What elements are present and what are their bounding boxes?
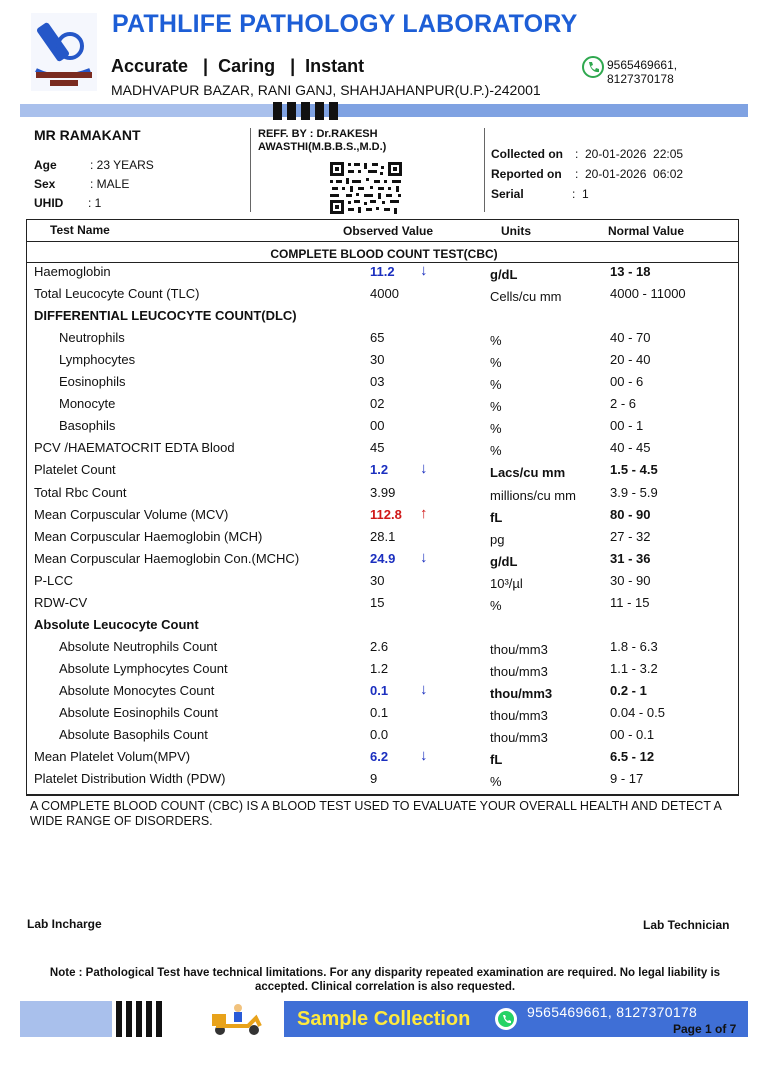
phone-1: 9565469661,	[607, 58, 678, 72]
collected-label: Collected on	[491, 147, 564, 161]
normal-range: 3.9 - 5.9	[610, 484, 658, 500]
unit: %	[490, 443, 502, 459]
table-bottom-line	[26, 794, 739, 795]
flag-arrow-icon: ↓	[420, 548, 428, 566]
observed-value: 3.99	[370, 484, 396, 500]
normal-range: 1.1 - 3.2	[610, 660, 658, 676]
observed-value: 00	[370, 418, 385, 434]
lab-incharge-signature: Lab Incharge	[27, 917, 102, 931]
header-phones	[607, 58, 677, 86]
normal-range: 31 - 36	[610, 550, 651, 566]
test-name: Absolute Leucocyte Count	[34, 616, 199, 632]
table-row	[34, 573, 734, 595]
header-units: Units	[501, 224, 531, 238]
table-row	[34, 504, 734, 529]
table-row	[34, 308, 734, 330]
unit: pg	[490, 531, 505, 547]
normal-range: 6.5 - 12	[610, 749, 655, 765]
test-name: Mean Corpuscular Haemoglobin Con.(MCHC)	[34, 550, 300, 566]
observed-value: 0.0	[370, 727, 389, 743]
test-name: Monocyte	[59, 396, 116, 412]
test-name: Platelet Count	[34, 462, 116, 478]
unit: g/dL	[490, 553, 518, 569]
table-row	[34, 548, 734, 573]
test-name: Absolute Basophils Count	[59, 727, 208, 743]
test-name: Absolute Neutrophils Count	[59, 638, 218, 654]
info-divider-1	[250, 128, 251, 212]
table-row	[34, 529, 734, 551]
flag-arrow-icon: ↑	[420, 504, 428, 522]
phone-icon	[582, 56, 604, 78]
observed-value: 0.1	[370, 705, 389, 720]
normal-range: 00 - 0.1	[610, 727, 655, 743]
normal-range: 4000 - 11000	[610, 286, 686, 302]
table-row	[34, 639, 734, 661]
observed-value: 15	[370, 594, 385, 610]
header-barcode-strip	[273, 102, 338, 120]
test-name: Absolute Monocytes Count	[59, 682, 215, 698]
unit: thou/mm3	[490, 708, 548, 723]
unit: Lacs/cu mm	[490, 465, 566, 481]
header-normal-value: Normal Value	[608, 224, 685, 238]
normal-range: 80 - 90	[610, 506, 651, 522]
test-name: RDW-CV	[34, 594, 88, 610]
lab-technician-signature: Lab Technician	[643, 918, 730, 932]
test-name: Total Rbc Count	[34, 484, 127, 500]
normal-range: 00 - 6	[610, 374, 644, 390]
flag-arrow-icon: ↓	[420, 747, 428, 765]
table-row	[34, 330, 734, 352]
observed-value: 1.2	[370, 660, 389, 676]
test-name: Absolute Lymphocytes Count	[59, 660, 228, 676]
test-description: A COMPLETE BLOOD COUNT (CBC) IS A BLOOD TEST USED TO EVALUATE YOUR OVERALL HEALTH AND DETECT A WIDE RANGE OF DISORDERS.	[30, 799, 722, 828]
unit: g/dL	[490, 267, 518, 282]
reported-value: : 20-01-2026 06:02	[575, 167, 684, 181]
test-name: Neutrophils	[59, 330, 125, 346]
observed-value: 30	[370, 572, 385, 588]
table-row	[34, 485, 734, 507]
age-label: Age	[34, 158, 57, 172]
test-name: Mean Platelet Volum(MPV)	[34, 749, 191, 765]
unit: %	[490, 333, 502, 349]
lab-address: MADHVAPUR BAZAR, RANI GANJ, SHAHJAHANPUR(U.P.)-242001	[111, 82, 541, 98]
unit: fL	[490, 509, 503, 525]
observed-value: 28.1	[370, 528, 396, 544]
unit: 10³/µl	[490, 575, 523, 591]
qr-code	[328, 160, 404, 216]
table-row	[34, 462, 734, 484]
table-row	[34, 680, 734, 705]
test-name: Haemoglobin	[34, 264, 111, 279]
normal-range: 00 - 1	[610, 418, 644, 434]
age-value: : 23 YEARS	[90, 158, 154, 172]
unit: Cells/cu mm	[490, 289, 562, 305]
unit: thou/mm3	[490, 730, 548, 746]
tagline: Accurate | Caring | Instant	[111, 56, 365, 76]
referral-line-2: AWASTHI(M.B.B.S.,M.D.)	[258, 141, 387, 153]
unit: %	[490, 774, 502, 790]
table-row	[34, 352, 734, 374]
test-name: Lymphocytes	[59, 352, 136, 368]
page-number: Page 1 of 7	[673, 1022, 737, 1036]
observed-value: 02	[370, 396, 385, 412]
patient-name: MR RAMAKANT	[34, 127, 141, 143]
observed-value: 0.1	[370, 682, 389, 698]
observed-value: 30	[370, 352, 385, 368]
serial-label: Serial	[491, 187, 524, 201]
observed-value: 4000	[370, 286, 399, 302]
test-name: Basophils	[59, 418, 116, 434]
unit: thou/mm3	[490, 685, 553, 701]
table-row	[34, 396, 734, 418]
unit: %	[490, 399, 502, 415]
lab-name: PATHLIFE PATHOLOGY LABORATORY	[112, 10, 578, 38]
observed-value: 11.2	[370, 264, 395, 279]
table-row	[34, 418, 734, 440]
observed-value: 1.2	[370, 462, 389, 478]
referral-line-1: REFF. BY : Dr.RAKESH	[258, 128, 378, 140]
unit: %	[490, 421, 502, 437]
observed-value: 2.6	[370, 638, 389, 654]
test-name: P-LCC	[34, 572, 74, 588]
table-row	[34, 440, 734, 462]
normal-range: 30 - 90	[610, 572, 651, 588]
sex-label: Sex	[34, 177, 56, 191]
normal-range: 40 - 70	[610, 330, 651, 346]
unit: %	[490, 355, 502, 371]
observed-value: 03	[370, 374, 385, 390]
info-divider-2	[484, 128, 485, 212]
unit: %	[490, 377, 502, 393]
normal-range: 40 - 45	[610, 440, 651, 456]
table-row	[34, 661, 734, 683]
test-name: DIFFERENTIAL LEUCOCYTE COUNT(DLC)	[34, 308, 297, 324]
unit: %	[490, 597, 502, 613]
observed-value: 6.2	[370, 749, 389, 765]
test-name: Total Leucocyte Count (TLC)	[34, 286, 200, 302]
reported-label: Reported on	[491, 167, 562, 181]
lab-logo	[30, 12, 98, 92]
unit: fL	[490, 752, 503, 768]
flag-arrow-icon: ↓	[420, 460, 428, 478]
normal-range: 0.04 - 0.5	[610, 705, 665, 720]
collected-value: : 20-01-2026 22:05	[575, 147, 684, 161]
header-test-name: Test Name	[50, 223, 110, 237]
test-name: PCV /HAEMATOCRIT EDTA Blood	[34, 440, 235, 456]
flag-arrow-icon: ↓	[420, 680, 428, 698]
phone-2: 8127370178	[607, 72, 674, 86]
normal-range: 2 - 6	[610, 396, 637, 412]
table-row	[34, 595, 734, 617]
table-row	[34, 749, 734, 771]
table-row	[34, 727, 734, 749]
test-name: Platelet Distribution Width (PDW)	[34, 771, 226, 787]
unit: millions/cu mm	[490, 487, 576, 503]
normal-range: 27 - 32	[610, 528, 651, 544]
observed-value: 45	[370, 440, 385, 456]
header-divider-bar	[20, 104, 748, 117]
table-row	[34, 771, 734, 793]
test-name: Absolute Eosinophils Count	[59, 705, 218, 720]
table-row	[34, 374, 734, 396]
normal-range: 1.8 - 6.3	[610, 638, 658, 654]
header-divider	[26, 241, 739, 242]
test-name: Eosinophils	[59, 374, 126, 390]
normal-range: 1.5 - 4.5	[610, 462, 658, 478]
test-name: Mean Corpuscular Volume (MCV)	[34, 506, 229, 522]
delivery-scooter-icon	[208, 1002, 266, 1036]
sex-value: : MALE	[90, 177, 130, 191]
normal-range: 13 - 18	[610, 264, 651, 279]
normal-range: 0.2 - 1	[610, 682, 647, 698]
observed-value: 9	[370, 771, 378, 787]
normal-range: 9 - 17	[610, 771, 644, 787]
sample-collection-label: Sample Collection	[297, 1008, 471, 1030]
unit: thou/mm3	[490, 663, 548, 679]
unit: thou/mm3	[490, 641, 548, 657]
normal-range: 20 - 40	[610, 352, 651, 368]
observed-value: 112.8	[370, 506, 402, 522]
normal-range: 11 - 15	[610, 594, 650, 610]
observed-value: 65	[370, 330, 385, 346]
test-name: Mean Corpuscular Haemoglobin (MCH)	[34, 528, 263, 544]
table-row	[34, 286, 734, 308]
table-row	[34, 705, 734, 727]
serial-value: : 1	[572, 187, 589, 201]
observed-value: 24.9	[370, 550, 396, 566]
uhid-value: : 1	[88, 196, 102, 210]
footer-barcode	[116, 1001, 162, 1037]
whatsapp-icon	[494, 1007, 518, 1031]
uhid-label: UHID	[34, 196, 64, 210]
section-divider	[26, 262, 739, 263]
section-title: COMPLETE BLOOD COUNT TEST(CBC)	[270, 247, 498, 261]
footer-phones: 9565469661, 8127370178	[527, 1004, 698, 1020]
disclaimer-note: Note : Pathological Test have technical limitations. For any disparity repeated examination are required. No legal liability is accepted. Clinical correlation is also requested.	[49, 967, 721, 993]
referral-doctor	[258, 128, 386, 154]
header-observed-value: Observed Value	[343, 224, 434, 238]
table-row	[34, 617, 734, 639]
flag-arrow-icon: ↓	[420, 262, 428, 279]
table-row	[34, 264, 734, 286]
